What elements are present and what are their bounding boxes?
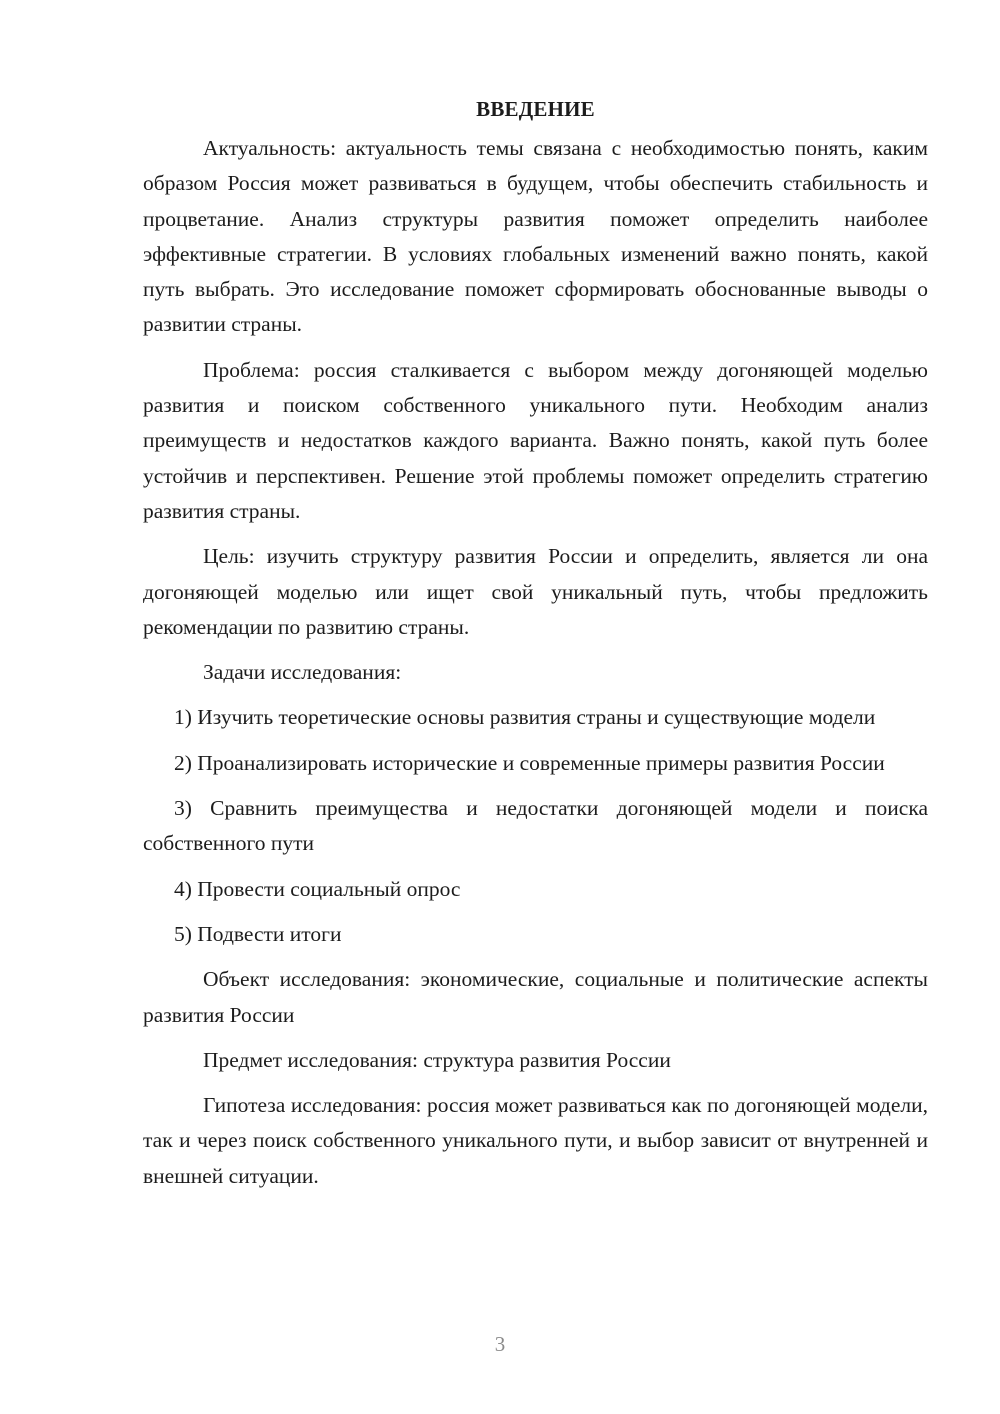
task-item-5: 5) Подвести итоги (174, 921, 342, 946)
paragraph-goal: Цель: изучить структуру развития России и определить, является ли она догоняющей моделью или ищет свой уникальный путь, чтобы предложить рекомендации по развитию страны. (143, 544, 928, 639)
paragraph-relevance: Актуальность: актуальность темы связана с необходимостью понять, каким образом Россия может развиваться в будущем, чтобы обеспечить стабильность и процветание. Анализ структуры развития поможет определить наиболее эффективные стратегии. В условиях глобальных изменений важно понять, какой путь выбрать. Это исследование поможет сформировать обоснованные выводы о развитии страны. (143, 136, 928, 337)
paragraph-tasks-heading: Задачи исследования: (203, 660, 402, 685)
task-item-3: 3) Сравнить преимущества и недостатки догоняющей модели и поиска собственного пути (143, 796, 928, 856)
paragraph-hypothesis: Гипотеза исследования: россия может развиваться как по догоняющей модели, так и через поиск собственного уникального пути, и выбор зависит от внутренней и внешней ситуации. (143, 1093, 928, 1188)
task-item-1: 1) Изучить теоретические основы развития страны и существующие модели (174, 705, 876, 730)
paragraph-subject: Предмет исследования: структура развития России (203, 1047, 671, 1072)
task-item-4: 4) Провести социальный опрос (174, 876, 461, 901)
page-number: 3 (494, 1332, 506, 1356)
task-item-2: 2) Проанализировать исторические и современные примеры развития России (174, 750, 885, 775)
page-content (143, 92, 928, 1204)
section-title: ВВЕДЕНИЕ (476, 97, 595, 121)
paragraph-object: Объект исследования: экономические, социальные и политические аспекты развития России (143, 967, 928, 1027)
paragraph-problem: Проблема: россия сталкивается с выбором между догоняющей моделью развития и поиском собственного уникального пути. Необходим анализ преимуществ и недостатков каждого варианта. Важно понять, какой путь более устойчив и перспективен. Решение этой проблемы поможет определить стратегию развития страны. (143, 357, 928, 523)
